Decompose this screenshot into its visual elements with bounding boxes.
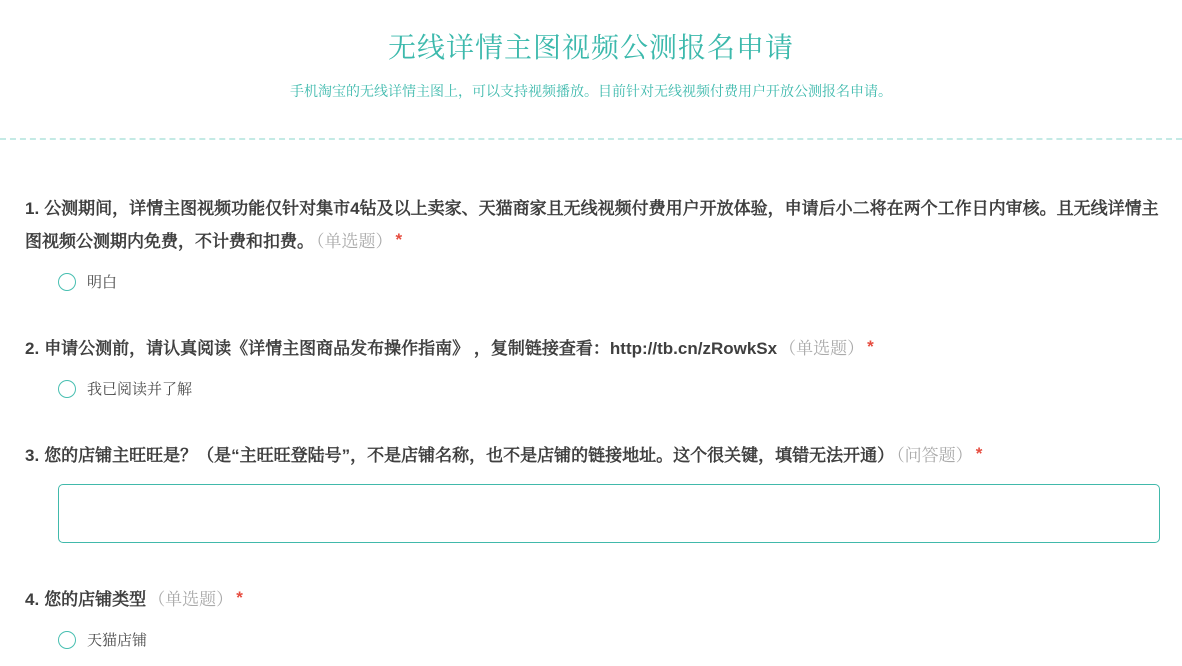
question-number: 4. <box>25 590 40 609</box>
shop-wangwang-input[interactable] <box>58 484 1160 543</box>
option-mingbai[interactable] <box>25 271 1160 292</box>
question-4-title <box>25 583 1160 616</box>
required-asterisk: * <box>975 444 983 463</box>
question-number: 1. <box>25 199 40 218</box>
required-asterisk: * <box>867 337 874 356</box>
question-type-label: （单选题） <box>779 339 865 358</box>
question-text: 您的店铺主旺旺是？（是“主旺旺登陆号”，不是店铺名称，也不是店铺的链接地址。这个很关键，填错无法开通） <box>44 446 895 465</box>
question-type-label: （问答题） <box>896 446 973 465</box>
question-type-label: （单选题） <box>316 232 393 251</box>
question-text: 申请公测前，请认真阅读《详情主图商品发布操作指南》 ，复制链接查看：http://tb.cn/zRowkSx <box>44 339 778 358</box>
question-4 <box>25 583 1160 650</box>
option-label: 天猫店铺 <box>87 632 148 649</box>
radio-icon[interactable] <box>58 273 76 291</box>
option-label: 明白 <box>87 274 118 291</box>
question-1-title <box>25 192 1160 258</box>
question-1 <box>25 192 1160 292</box>
required-asterisk: * <box>236 588 243 607</box>
question-number: 2. <box>25 339 40 358</box>
option-read-understood[interactable] <box>25 378 1160 399</box>
question-2-title <box>25 332 1160 365</box>
required-asterisk: * <box>395 230 403 249</box>
question-2 <box>25 332 1160 399</box>
question-list <box>0 192 1182 666</box>
page-title: 无线详情主图视频公测报名申请 <box>387 32 794 63</box>
option-tmall-shop[interactable] <box>25 629 1160 650</box>
question-3-title <box>25 439 1160 472</box>
question-3 <box>25 439 1160 543</box>
question-type-label: （单选题） <box>148 590 234 609</box>
dashed-divider <box>0 138 1182 140</box>
question-text: 您的店铺类型 <box>44 590 147 609</box>
radio-icon[interactable] <box>58 631 76 649</box>
page-subtitle: 手机淘宝的无线详情主图上，可以支持视频播放。目前针对无线视频付费用户开放公测报名申请。 <box>290 83 892 99</box>
radio-icon[interactable] <box>58 380 76 398</box>
question-text: 公测期间，详情主图视频功能仅针对集市4钻及以上卖家、天猫商家且无线视频付费用户开放体验，申请后小二将在两个工作日内审核。且无线详情主图视频公测期内免费，不计费和扣费。 <box>25 199 1159 251</box>
option-label: 我已阅读并了解 <box>87 381 193 398</box>
form-header <box>0 0 1182 101</box>
question-number: 3. <box>25 446 40 465</box>
